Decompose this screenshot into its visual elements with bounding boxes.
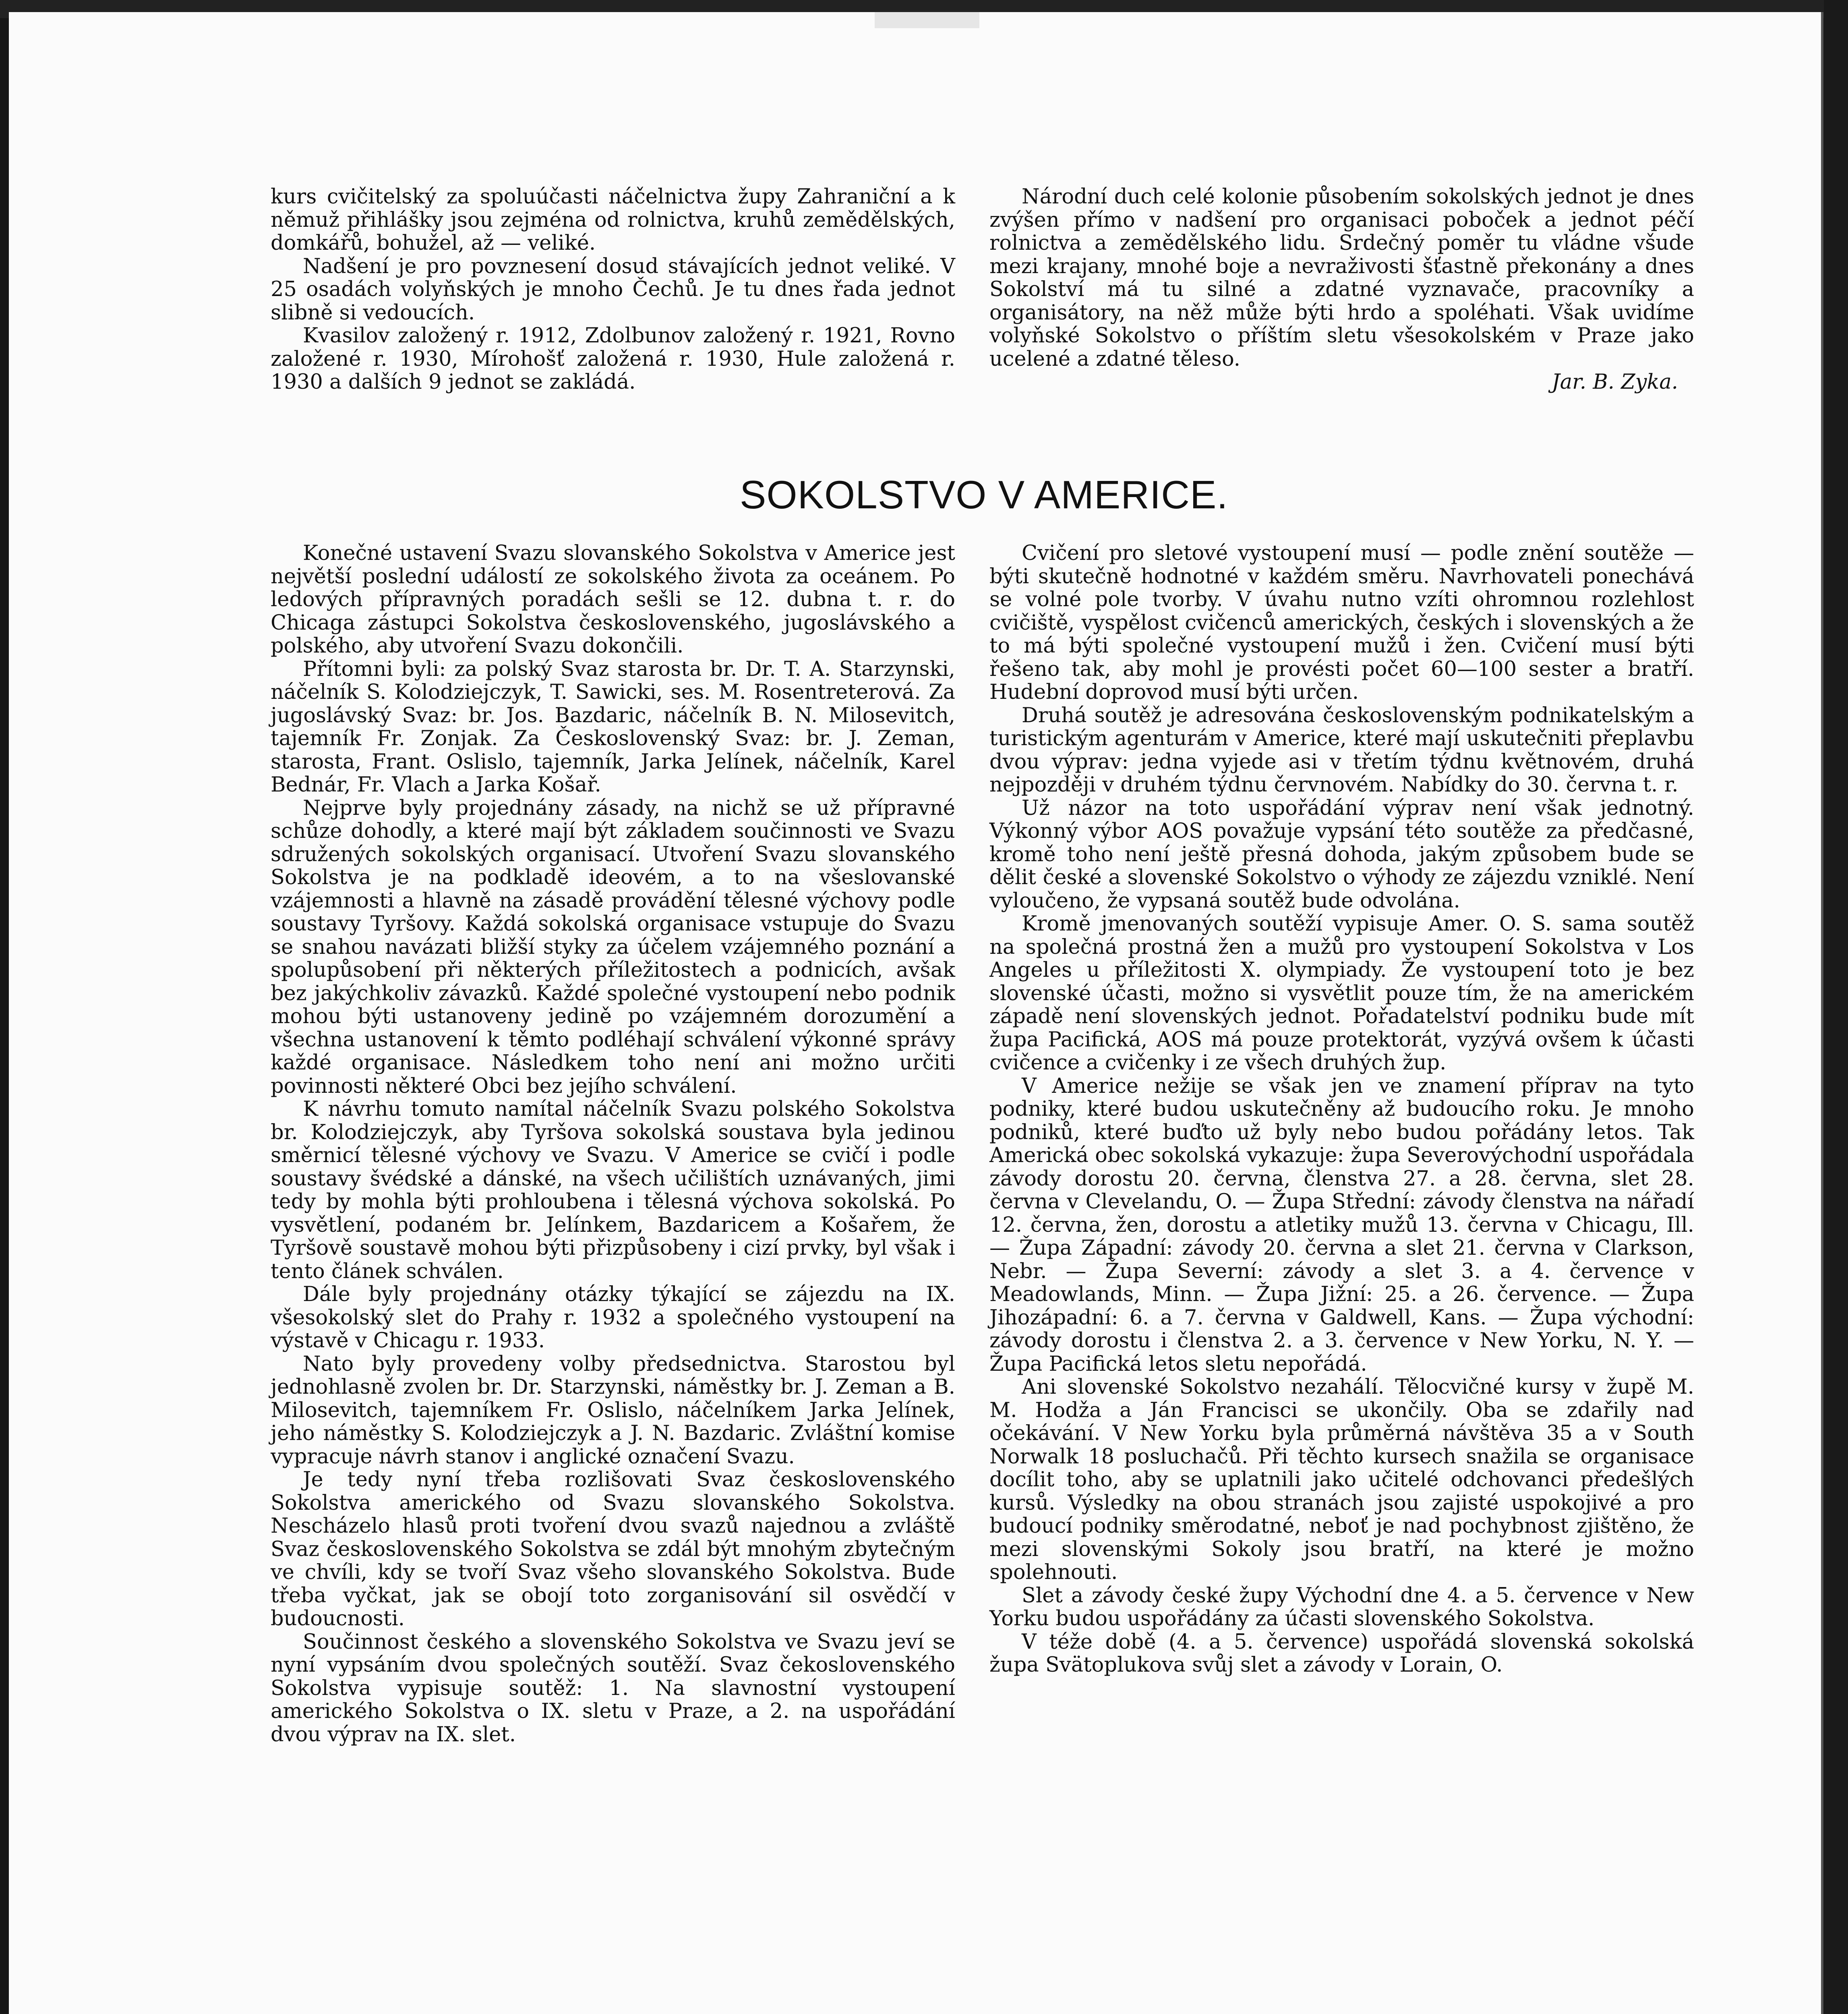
continued-article-right: [989, 185, 1694, 394]
page: [9, 12, 1823, 2014]
paragraph: Přítomni byli: za polský Svaz starosta br. Dr. T. A. Starzynski, náčelník S. Kolodziejczyk, T. Sawicki, ses. M. Rosentreterová. Za jugoslávský Svaz: br. Jos. Bazdaric, náčelník B. N. Milosevitch, tajemník Fr. Zonjak. Za Československý Svaz: br. J. Zeman, starosta, Frant. Oslislo, tajemník, Jarka Jelínek, náčelník, Karel Bednár, Fr. Vlach a Jarka Košař.: [271, 657, 955, 797]
paragraph: Nadšení je pro povznesení dosud stávajících jednot veliké. V 25 osadách volyňských je mnoho Čechů. Je tu dnes řada jednot slibně si vedoucích.: [271, 254, 955, 325]
paragraph: Konečné ustavení Svazu slovanského Sokolstva v Americe jest největší poslední událostí ze sokolského života za oceánem. Po ledových přípravných poradách sešli se 12. dubna t. r. do Chicaga zástupci Sokolstva československého, jugoslávského a polského, aby utvoření Svazu dokončili.: [271, 541, 955, 658]
paragraph: Cvičení pro sletové vystoupení musí — podle znění soutěže — býti skutečně hodnotné v každém směru. Navrhovateli ponechává se volné pole tvorby. V úvahu nutno vzíti ohromnou rozlehlost cvičiště, vyspělost cvičenců amerických, českých i slovenských a že to má býti společné vystoupení mužů i žen. Cvičení musí býti řešeno tak, aby mohl je provésti počet 60—100 sester a bratří. Hudební doprovod musí býti určen.: [989, 541, 1694, 704]
paragraph: Už názor na toto uspořádání výprav není však jednotný. Výkonný výbor AOS považuje vypsání této soutěže za předčasné, kromě toho není ještě přesná dohoda, jakým způsobem bude se dělit české a slovenské Sokolstvo o výhody ze zájezdu vzniklé. Není vyloučeno, že vypsaná soutěž bude odvolána.: [989, 796, 1694, 913]
paragraph: kurs cvičitelský za spoluúčasti náčelnictva župy Zahraniční a k němuž přihlášky jsou zejména od rolnictva, kruhů zemědělských, domkářů, bohužel, až — veliké.: [271, 185, 955, 255]
paragraph: Nejprve byly projednány zásady, na nichž se už přípravné schůze dohodly, a které mají být základem součinnosti ve Svazu sdružených sokolských organisací. Utvoření Svazu slovanského Sokolstva je na podkladě ideovém, a to na všeslovanské vzájemnosti a hlavně na zásadě provádění tělesné výchovy podle soustavy Tyršovy. Každá sokolská organisace vstupuje do Svazu se snahou navázati bližší styky za účelem vzájemného poznání a spolupůsobení při některých příležitostech a podnicích, avšak bez jakýchkoliv závazků. Každé společné vystoupení nebo podnik mohou býti ustanoveny jedině po vzájemném dorozumění a všechna ustanovení k těmto podléhají schválení výkonné správy každé organisace. Následkem toho není ani možno určiti povinnosti některé Obci bez jejího schválení.: [271, 796, 955, 1098]
paragraph: K návrhu tomuto namítal náčelník Svazu polského Sokolstva br. Kolodziejczyk, aby Tyršova sokolská soustava byla jedinou směrnicí tělesné výchovy ve Svazu. V Americe se cvičí i podle soustavy švédské a dánské, na všech učilištích uznávaných, jimi tedy by mohla býti prohloubena i tělesná výchova sokolská. Po vysvětlení, podaném br. Jelínkem, Bazdaricem a Košařem, že Tyršově soustavě mohou býti přizpůsobeny i cizí prvky, byl však i tento článek schválen.: [271, 1097, 955, 1283]
paragraph: Nato byly provedeny volby předsednictva. Starostou byl jednohlasně zvolen br. Dr. Starzynski, náměstky br. J. Zeman a B. Milosevitch, tajemníkem Fr. Oslislo, náčelníkem Jarka Jelínek, jeho náměstky S. Kolodziejczyk a J. N. Bazdaric. Zvláštní komise vypracuje návrh stanov i anglické označení Svazu.: [271, 1352, 955, 1469]
paragraph: Slet a závody české župy Východní dne 4. a 5. července v New Yorku budou uspořádány za účasti slovenského Sokolstva.: [989, 1583, 1694, 1631]
paragraph: Kvasilov založený r. 1912, Zdolbunov založený r. 1921, Rovno založené r. 1930, Mírohošť založená r. 1930, Hule založená r. 1930 a dalších 9 jednot se zakládá.: [271, 324, 955, 394]
paragraph: Kromě jmenovaných soutěží vypisuje Amer. O. S. sama soutěž na společná prostná žen a mužů pro vystoupení Sokolstva v Los Angeles u příležitosti X. olympiady. Že vystoupení toto je bez slovenské účasti, možno si vysvětlit pouze tím, že na americkém západě není slovenských jednot. Pořadatelství podniku bude mít župa Pacifická, AOS má pouze protektorát, vyzývá ovšem k účasti cvičence a cvičenky i ze všech druhých žup.: [989, 912, 1694, 1075]
paragraph: Ani slovenské Sokolstvo nezahálí. Tělocvičné kursy v župě M. M. Hodža a Ján Francisci se ukončily. Oba se zdařily nad očekávání. V New Yorku byla průměrná návštěva 35 a v South Norwalk 18 posluchačů. Při těchto kursech snažila se organisace docílit toho, aby se uplatnili jako učitelé odchovanci předešlých kursů. Výsledky na obou stranách jsou zajisté uspokojivé a pro budoucí podniky směrodatné, neboť je nad pochybnost zjištěno, že mezi slovenskými Sokoly jsou bratří, na které je možno spolehnouti.: [989, 1375, 1694, 1584]
article-title: SOKOLSTVO V AMERICE.: [740, 472, 1228, 517]
article-column-left: [271, 542, 955, 1746]
continued-article-left: [271, 185, 955, 394]
paragraph: Dále byly projednány otázky týkající se zájezdu na IX. všesokolský slet do Prahy r. 1932 a společného vystoupení na výstavě v Chicagu r. 1933.: [271, 1283, 955, 1353]
article-column-right: [989, 542, 1694, 1677]
paragraph: Součinnost českého a slovenského Sokolstva ve Svazu jeví se nyní vypsáním dvou společných soutěží. Svaz čekoslovenského Sokolstva vypisuje soutěž: 1. Na slavnostní vystoupení amerického Sokolstva o IX. sletu v Praze, a 2. na uspořádání dvou výprav na IX. slet.: [271, 1630, 955, 1747]
paragraph: Národní duch celé kolonie působením sokolských jednot je dnes zvýšen přímo v nadšení pro organisaci poboček a jednot péčí rolnictva a zemědělského lidu. Srdečný poměr tu vládne všude mezi krajany, mnohé boje a nevraživosti šťastně překonány a dnes Sokolství má tu silné a zdatné vyznavače, pracovníky a organisátory, na něž může býti hrdo a spoléhati. Však uvidíme volyňské Sokolstvo o příštím sletu všesokolském v Praze jako ucelené a zdatné těleso.: [989, 185, 1694, 371]
scan-border-right: [1824, 0, 1848, 2014]
paragraph: Je tedy nyní třeba rozlišovati Svaz československého Sokolstva amerického od Svazu slovanského Sokolstva. Nescházelo hlasů proti tvoření dvou svazů najednou a zvláště Svaz československého Sokolstva se zdál být mnohým zbytečným ve chvíli, kdy se tvoří Svaz všeho slovanského Sokolstva. Bude třeba vyčkat, jak se obojí toto zorganisování sil osvědčí v budoucnosti.: [271, 1468, 955, 1631]
paragraph: Druhá soutěž je adresována československým podnikatelským a turistickým agenturám v Americe, které mají uskutečniti přeplavbu dvou výprav: jedna vyjede asi v třetím týdnu květnovém, druhá nejpozději v druhém týdnu červnovém. Nabídky do 30. června t. r.: [989, 703, 1694, 797]
paragraph: V téže době (4. a 5. července) uspořádá slovenská sokolská župa Svätoplukova svůj slet a závody v Lorain, O.: [989, 1630, 1694, 1677]
paragraph: V Americe nežije se však jen ve znamení příprav na tyto podniky, které budou uskutečněny až budoucího roku. Je mnoho podniků, které buďto už byly nebo budou pořádány letos. Tak Americká obec sokolská vykazuje: župa Severovýchodní uspořádala závody dorostu 20. června, členstva 27. a 28. června, slet 28. června v Clevelandu, O. — Župa Střední: závody členstva na nářadí 12. června, žen, dorostu a atletiky mužů 13. června v Chicagu, Ill. — Župa Západní: závody 20. června a slet 21. června v Clarkson, Nebr. — Župa Severní: závody a slet 3. a 4. července v Meadowlands, Minn. — Župa Jižní: 25. a 26. července. — Župa Jihozápadní: 6. a 7. června v Galdwell, Kans. — Župa východní: závody dorostu i členstva 2. a 3. července v New Yorku, N. Y. — Župa Pacifická letos sletu nepořádá.: [989, 1074, 1694, 1376]
author-signature: Jar. B. Zyka.: [1552, 370, 1678, 394]
scan-tab-mark: [875, 12, 979, 28]
